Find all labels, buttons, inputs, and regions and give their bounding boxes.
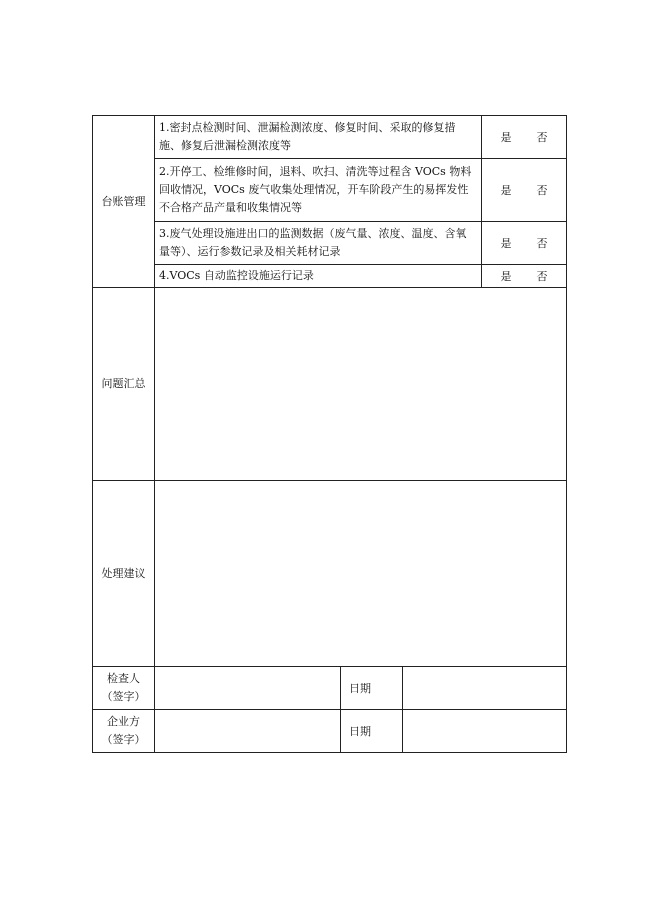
enterprise-label-line2: （签字） xyxy=(101,733,146,746)
no-option[interactable]: 否 xyxy=(536,184,548,197)
inspector-date-field[interactable] xyxy=(403,667,567,710)
inspection-form-table xyxy=(92,115,567,753)
no-option[interactable]: 否 xyxy=(536,131,548,144)
ledger-row-2 xyxy=(93,159,567,222)
inspector-label-line2: （签字） xyxy=(101,690,146,703)
inspector-label-line1: 检查人 xyxy=(107,672,140,685)
suggestion-field[interactable] xyxy=(155,481,567,667)
yes-option[interactable]: 是 xyxy=(500,270,512,283)
ledger-label: 台账管理 xyxy=(93,116,155,288)
enterprise-signature-field[interactable] xyxy=(155,710,341,753)
no-option[interactable]: 否 xyxy=(536,270,548,283)
no-option[interactable]: 否 xyxy=(536,237,548,250)
inspector-label xyxy=(93,667,155,710)
enterprise-label xyxy=(93,710,155,753)
yes-no-options-2 xyxy=(482,159,567,222)
yes-option[interactable]: 是 xyxy=(500,237,512,250)
yes-option[interactable]: 是 xyxy=(500,131,512,144)
inspector-signature-field[interactable] xyxy=(155,667,341,710)
suggestion-row xyxy=(93,481,567,667)
inspector-row xyxy=(93,667,567,710)
ledger-item-2: 2.开停工、检维修时间，退料、吹扫、清洗等过程含 VOCs 物料回收情况，VOCs 废气收集处理情况，开车阶段产生的易挥发性不合格产品产量和收集情况等 xyxy=(155,159,482,222)
ledger-item-3: 3.废气处理设施进出口的监测数据（废气量、浓度、温度、含氧量等）、运行参数记录及相关耗材记录 xyxy=(155,222,482,265)
enterprise-date-field[interactable] xyxy=(403,710,567,753)
summary-label: 问题汇总 xyxy=(93,288,155,481)
suggestion-label: 处理建议 xyxy=(93,481,155,667)
yes-option[interactable]: 是 xyxy=(500,184,512,197)
enterprise-date-label: 日期 xyxy=(341,710,403,753)
ledger-row-4 xyxy=(93,265,567,288)
enterprise-label-line1: 企业方 xyxy=(107,715,140,728)
ledger-row-3 xyxy=(93,222,567,265)
yes-no-options-4 xyxy=(482,265,567,288)
ledger-row-1 xyxy=(93,116,567,159)
yes-no-options-3 xyxy=(482,222,567,265)
yes-no-options-1 xyxy=(482,116,567,159)
ledger-item-4: 4.VOCs 自动监控设施运行记录 xyxy=(155,265,482,288)
ledger-item-1: 1.密封点检测时间、泄漏检测浓度、修复时间、采取的修复措施、修复后泄漏检测浓度等 xyxy=(155,116,482,159)
inspector-date-label: 日期 xyxy=(341,667,403,710)
summary-row xyxy=(93,288,567,481)
summary-field[interactable] xyxy=(155,288,567,481)
enterprise-row xyxy=(93,710,567,753)
